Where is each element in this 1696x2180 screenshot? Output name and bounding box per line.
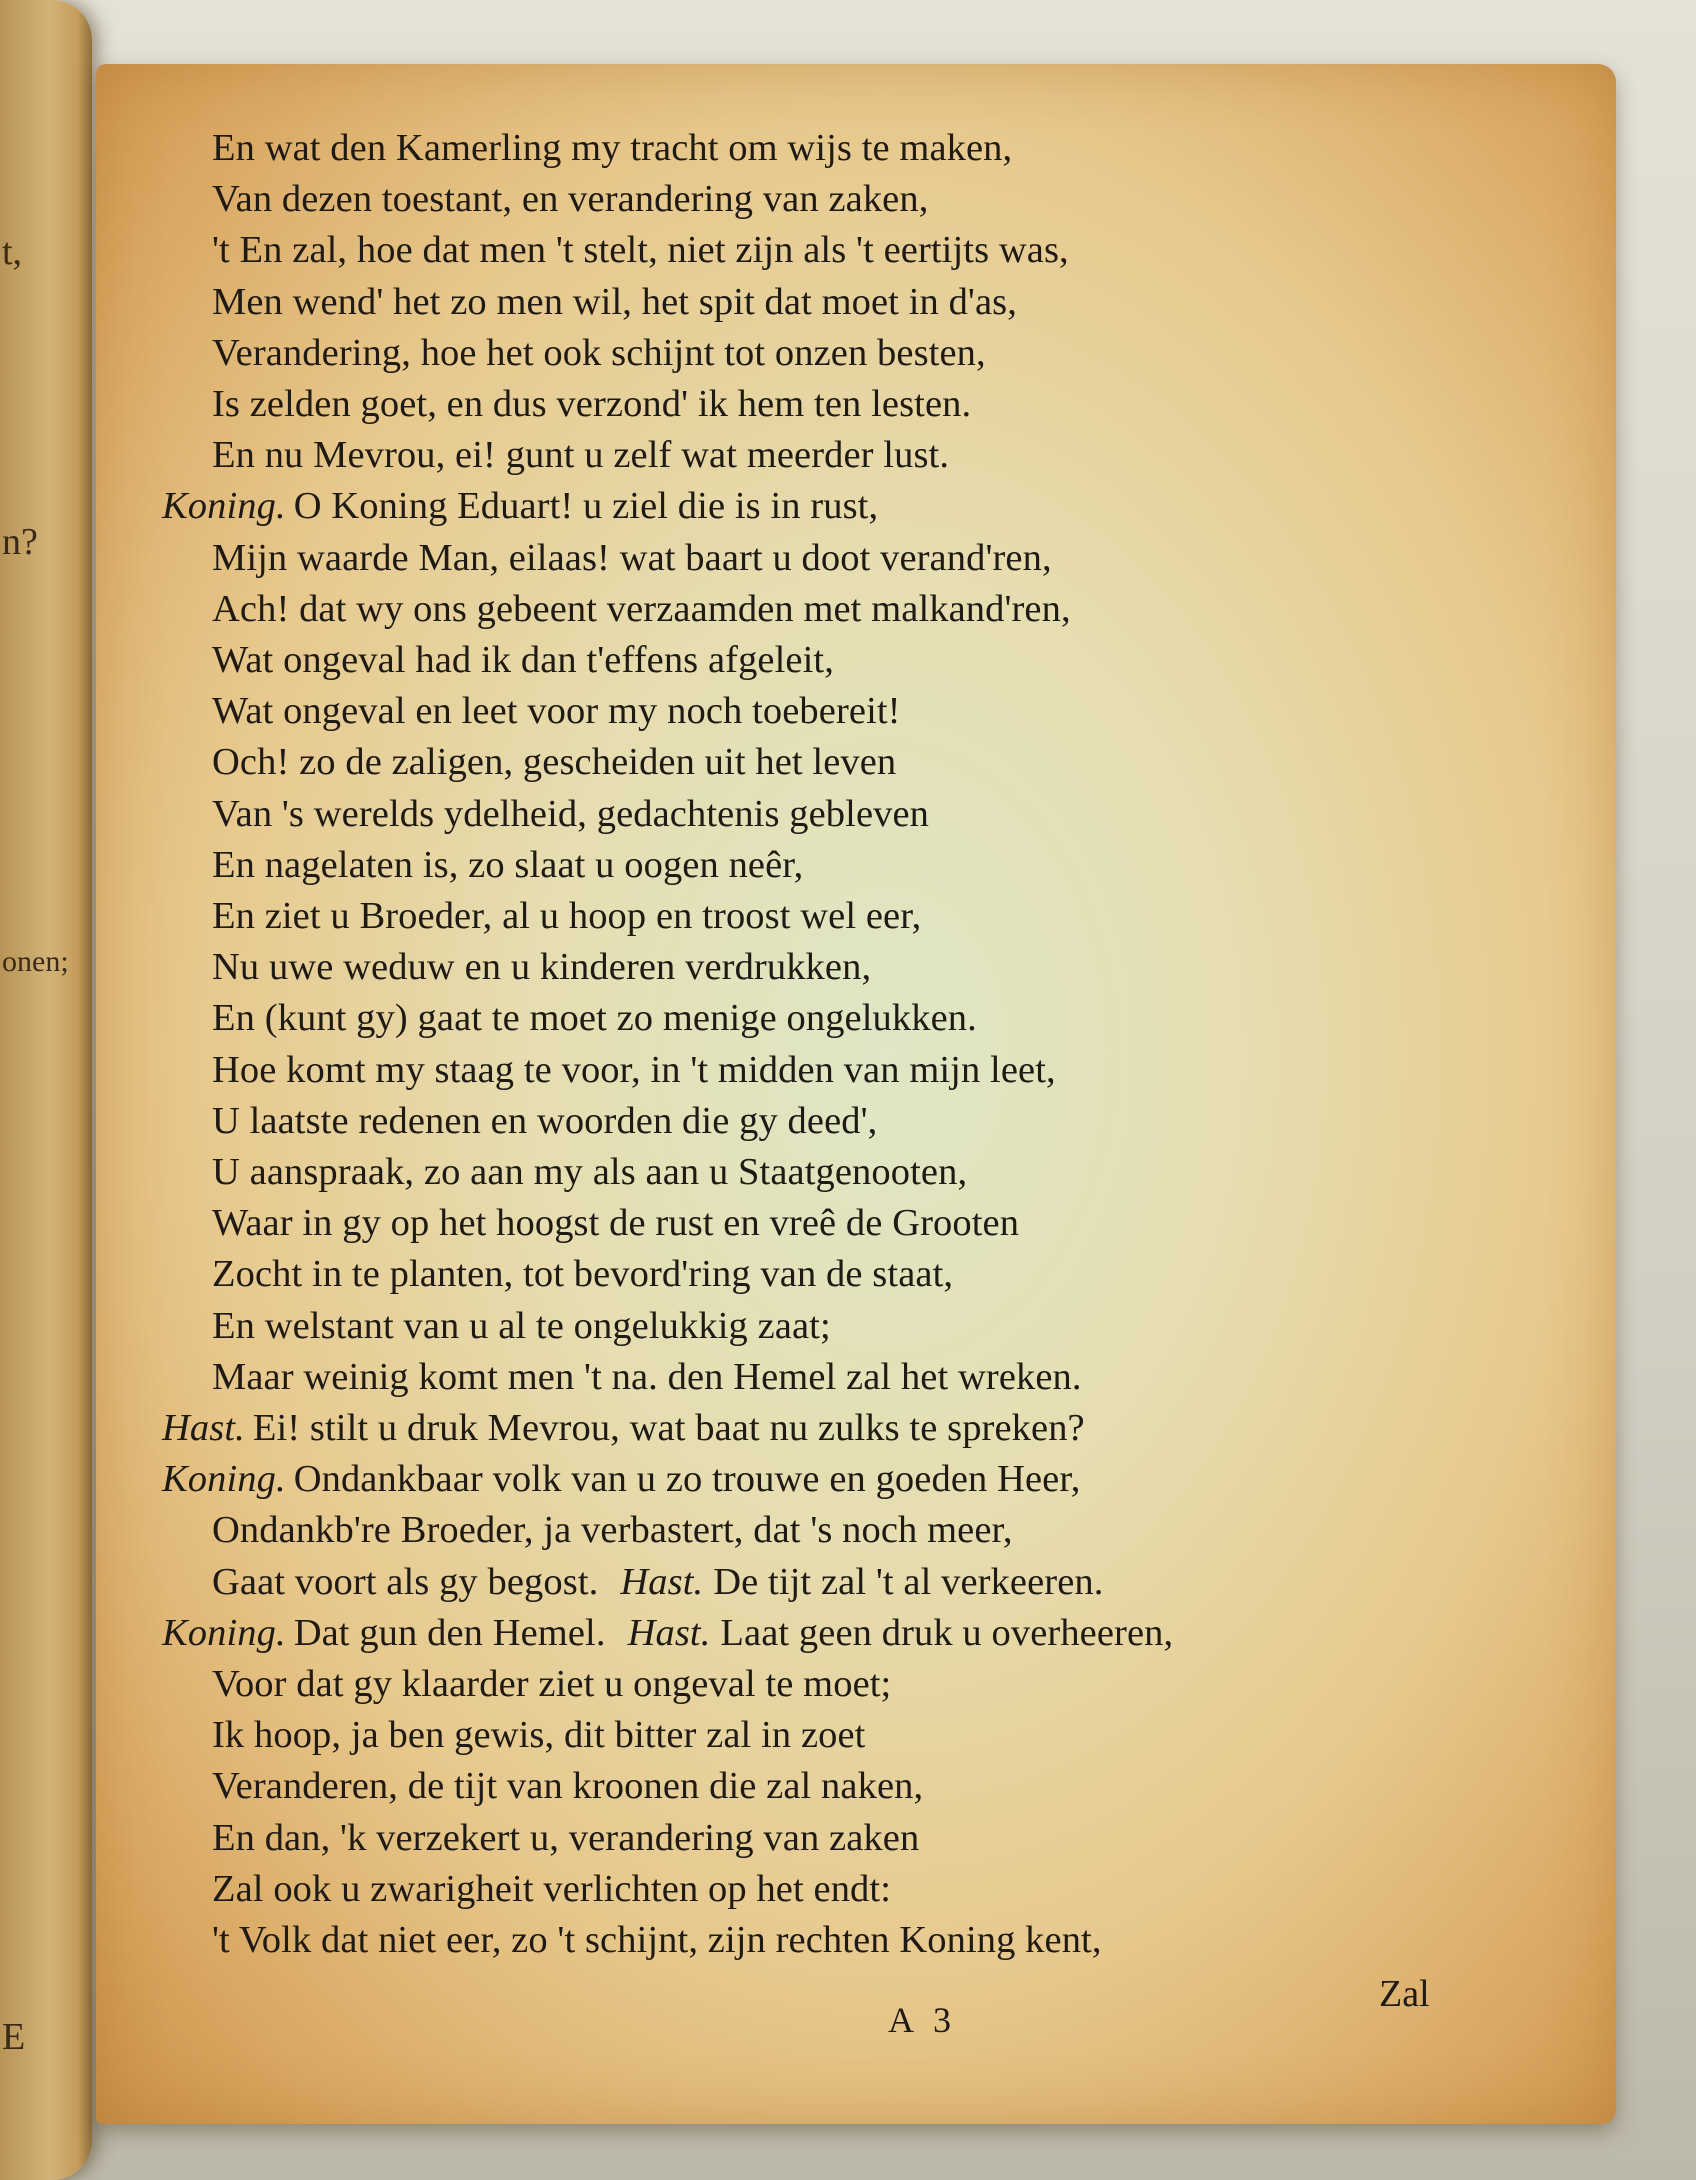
- verse-line-text: Wat ongeval en leet voor my noch toebereit!: [212, 690, 901, 733]
- verse-line: [212, 536, 1052, 580]
- speaker-name: Hast.: [620, 1560, 704, 1603]
- verse-line: [212, 945, 871, 989]
- verse-line-text: Van dezen toestant, en verandering van zaken,: [212, 178, 929, 221]
- signature-mark: A 3: [888, 2000, 958, 2040]
- verse-line-text: Laat geen druk u overheeren,: [720, 1611, 1174, 1654]
- verse-line: [212, 1713, 865, 1757]
- verse-line: [212, 1355, 1082, 1399]
- verse-line-text: Waar in gy op het hoogst de rust en vreê de Grooten: [212, 1202, 1020, 1245]
- verse-line-text: Hoe komt my staag te voor, in 't midden van mijn leet,: [212, 1048, 1056, 1091]
- verse-line-text: Wat ongeval had ik dan t'effens afgeleit,: [212, 639, 834, 681]
- verse-line-text: Zal ook u zwarigheit verlichten op het endt:: [212, 1867, 891, 1910]
- verse-line-text: En dan, 'k verzekert u, verandering van zaken: [212, 1816, 920, 1859]
- verse-line: [212, 1867, 891, 1911]
- verse-line: [212, 638, 834, 682]
- speaker-name: Koning.: [162, 1458, 286, 1501]
- left-page-fragment: t,: [2, 231, 23, 273]
- verse-line: [212, 331, 986, 375]
- verse-line: [212, 1816, 919, 1860]
- verse-line: [212, 1099, 877, 1143]
- verse-line-text: Ik hoop, ja ben gewis, dit bitter zal in zoet: [212, 1714, 866, 1757]
- speaker-name: Hast.: [162, 1407, 245, 1449]
- verse-line-text: En welstant van u al te ongelukkig zaat;: [212, 1304, 831, 1347]
- verse-line: [212, 1304, 831, 1348]
- verse-line-text: Verandering, hoe het ook schijnt tot onzen besten,: [212, 331, 986, 374]
- verse-line-text: Zocht in te planten, tot bevord'ring van de staat,: [212, 1253, 954, 1296]
- verse-text: [96, 64, 1616, 2124]
- verse-line-text: En nu Mevrou, ei! gunt u zelf wat meerder lust.: [212, 434, 950, 477]
- verse-line-text: De tijt zal 't al verkeeren.: [713, 1560, 1104, 1603]
- verse-line-text: U aanspraak, zo aan my als aan u Staatgenooten,: [212, 1151, 968, 1193]
- verse-line-text: U laatste redenen en woorden die gy deed',: [212, 1099, 878, 1142]
- verse-line-text: 't Volk dat niet eer, zo 't schijnt, zijn rechten Koning kent,: [212, 1919, 1102, 1961]
- left-page-fragment: E: [2, 2016, 26, 2058]
- verse-line: [212, 1201, 1019, 1245]
- verse-line: [212, 740, 896, 784]
- speaker-name: Hast.: [627, 1611, 711, 1654]
- verse-line: [212, 996, 977, 1040]
- verse-line: [162, 484, 878, 528]
- verse-line: [212, 894, 921, 938]
- verse-line: [212, 1252, 953, 1296]
- verse-line-text: Ach! dat wy ons gebeent verzaamden met malkand'ren,: [212, 587, 1071, 630]
- verse-line-text: Och! zo de zaligen, gescheiden uit het leven: [212, 741, 897, 784]
- verse-line-text: En (kunt gy) gaat te moet zo menige ongelukken.: [212, 997, 977, 1040]
- verse-line-text: En ziet u Broeder, al u hoop en troost wel eer,: [212, 895, 922, 937]
- verse-line: [212, 843, 803, 887]
- verse-line-text: Men wend' het zo men wil, het spit dat moet in d'as,: [212, 280, 1017, 323]
- verse-line: [212, 228, 1069, 272]
- verse-line: [212, 280, 1017, 324]
- verse-line-text: En nagelaten is, zo slaat u oogen neêr,: [212, 843, 804, 886]
- verse-line: [212, 1560, 1103, 1604]
- verse-line: [212, 126, 1012, 170]
- verse-line: [212, 382, 971, 426]
- verse-line-text: 't En zal, hoe dat men 't stelt, niet zijn als 't eertijts was,: [212, 229, 1069, 272]
- verse-line: [162, 1457, 1080, 1501]
- verse-line: [212, 1918, 1102, 1962]
- book-page: [96, 64, 1616, 2124]
- left-page-fragment: onen;: [2, 945, 69, 978]
- left-page-fragment: n?: [2, 521, 38, 563]
- verse-line-text: Ondankb're Broeder, ja verbastert, dat 's noch meer,: [212, 1509, 1013, 1552]
- verse-line: [212, 792, 929, 836]
- verse-line-text: Dat gun den Hemel.: [293, 1611, 606, 1654]
- verse-line-text: En wat den Kamerling my tracht om wijs te maken,: [212, 127, 1013, 169]
- verse-line-text: O Koning Eduart! u ziel die is in rust,: [293, 485, 879, 528]
- verse-line-text: Veranderen, de tijt van kroonen die zal naken,: [212, 1765, 924, 1808]
- verse-line-text: Voor dat gy klaarder ziet u ongeval te moet;: [212, 1663, 892, 1705]
- verse-line-text: Van 's werelds ydelheid, gedachtenis gebleven: [212, 792, 930, 835]
- verse-line: [162, 1611, 1173, 1655]
- verse-line-text: Nu uwe weduw en u kinderen verdrukken,: [212, 946, 872, 989]
- verse-line-text: Ondankbaar volk van u zo trouwe en goeden Heer,: [293, 1458, 1081, 1501]
- catchword: Zal: [1379, 1973, 1430, 2015]
- verse-line-text: Gaat voort als gy begost.: [212, 1560, 599, 1603]
- speaker-name: Koning.: [162, 1611, 286, 1654]
- previous-page-edge: [0, 0, 92, 2180]
- verse-line: [212, 1764, 923, 1808]
- verse-line-text: Mijn waarde Man, eilaas! wat baart u doot verand'ren,: [212, 536, 1052, 579]
- verse-line: [212, 689, 901, 733]
- verse-line: [212, 1048, 1056, 1092]
- verse-line: [212, 1662, 891, 1706]
- verse-line: [212, 1150, 967, 1194]
- verse-line: [212, 177, 928, 221]
- verse-line: [212, 1508, 1013, 1552]
- speaker-name: Koning.: [162, 485, 286, 528]
- verse-line: [162, 1406, 1085, 1450]
- verse-line-text: Maar weinig komt men 't na. den Hemel zal het wreken.: [212, 1355, 1082, 1398]
- verse-line-text: Is zelden goet, en dus verzond' ik hem ten lesten.: [212, 383, 972, 425]
- verse-line: [212, 587, 1071, 631]
- verse-line-text: Ei! stilt u druk Mevrou, wat baat nu zulks te spreken?: [252, 1407, 1085, 1449]
- verse-line: [212, 433, 949, 477]
